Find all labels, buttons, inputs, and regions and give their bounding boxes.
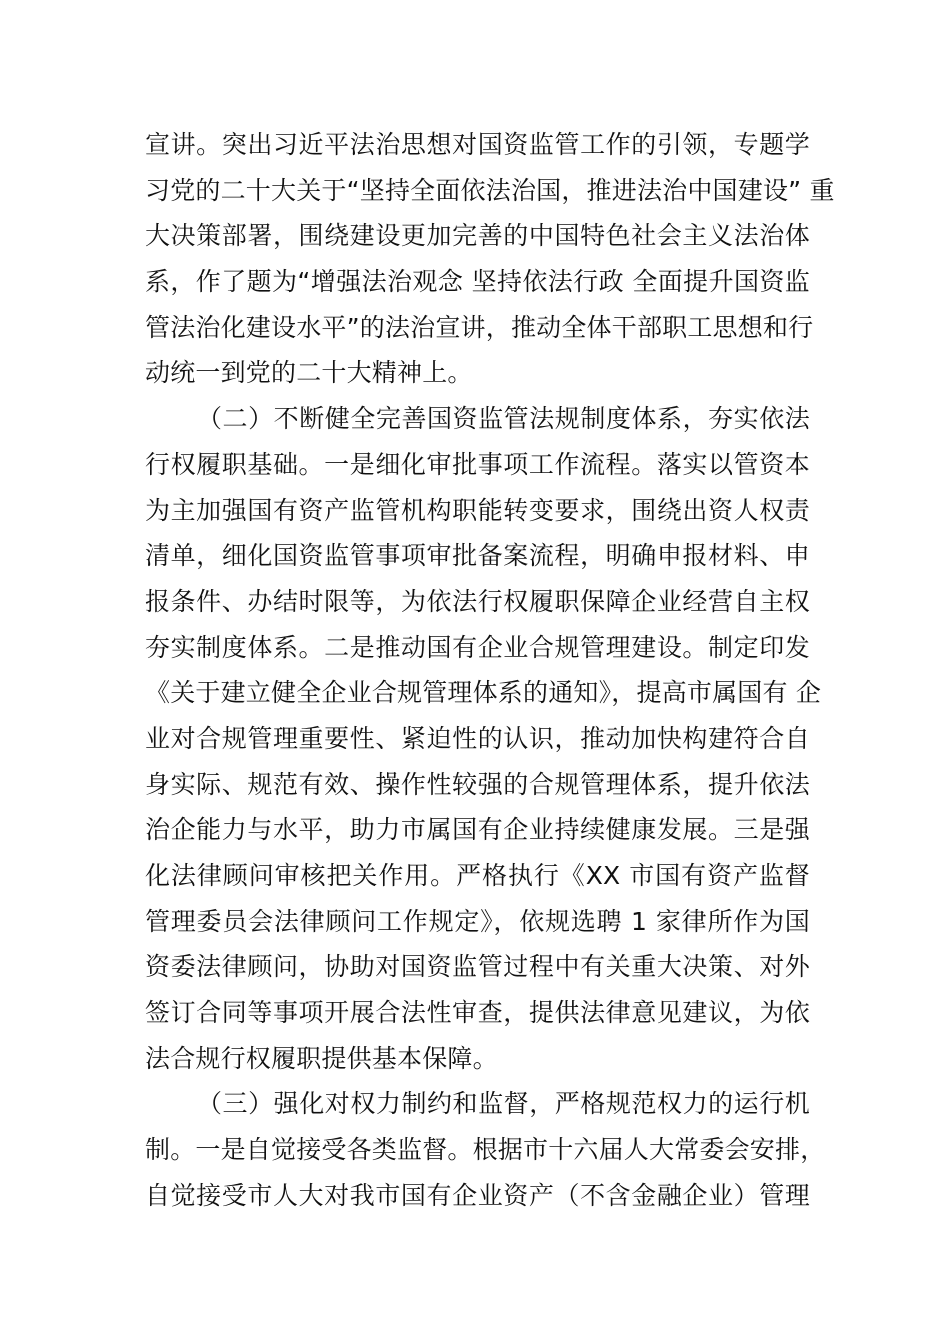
text-line-19: 资委法律顾问，协助对国资监管过程中有关重大决策、对外 <box>145 952 810 982</box>
text-line-10: 清单，细化国资监管事项审批备案流程，明确申报材料、申 <box>145 541 810 571</box>
text-line-14: 业对合规管理重要性、紧迫性的认识，推动加快构建符合自 <box>145 723 810 753</box>
text-line-18: 管理委员会法律顾问工作规定》，依规选聘 1 家律所作为国 <box>145 906 810 936</box>
section-heading-3: （三）强化对权力制约和监督，严格规范权力的运行机 <box>197 1089 810 1119</box>
text-line-12: 夯实制度体系。二是推动国有企业合规管理建设。制定印发 <box>145 632 810 662</box>
text-line-6: 动统一到党的二十大精神上。 <box>145 358 473 388</box>
text-line-17: 化法律顾问审核把关作用。严格执行《XX 市国有资产监督 <box>145 861 810 890</box>
text-line-23: 制。一是自觉接受各类监督。根据市十六届人大常委会安排， <box>145 1135 826 1165</box>
section-heading-2: （二）不断健全完善国资监管法规制度体系，夯实依法 <box>197 404 810 434</box>
text-line-13: 《关于建立健全企业合规管理体系的通知》，提高市属国有 企 <box>145 678 822 708</box>
text-line-20: 签订合同等事项开展合法性审查，提供法律意见建议，为依 <box>145 998 810 1028</box>
text-line-9: 为主加强国有资产监管机构职能转变要求，围绕出资人权责 <box>145 495 810 525</box>
text-line-16: 治企能力与水平，助力市属国有企业持续健康发展。三是强 <box>145 815 810 845</box>
text-line-15: 身实际、规范有效、操作性较强的合规管理体系，提升依法 <box>145 769 810 799</box>
text-line-24: 自觉接受市人大对我市国有企业资产（不含金融企业）管理 <box>145 1180 810 1210</box>
text-line-8: 行权履职基础。一是细化审批事项工作流程。落实以管资本 <box>145 449 810 479</box>
text-line-4: 系，作了题为“增强法治观念 坚持依法行政 全面提升国资监 <box>145 267 810 297</box>
text-line-3: 大决策部署，围绕建设更加完善的中国特色社会主义法治体 <box>145 221 810 251</box>
document-body <box>145 122 835 1219</box>
text-line-11: 报条件、办结时限等，为依法行权履职保障企业经营自主权 <box>145 586 810 616</box>
text-line-5: 管法治化建设水平”的法治宣讲，推动全体干部职工思想和行 <box>145 312 814 342</box>
text-line-2: 习党的二十大关于“坚持全面依法治国，推进法治中国建设” 重 <box>145 175 835 205</box>
text-line-1: 宣讲。突出习近平法治思想对国资监管工作的引领，专题学 <box>145 130 810 159</box>
text-line-21: 法合规行权履职提供基本保障。 <box>145 1043 498 1073</box>
